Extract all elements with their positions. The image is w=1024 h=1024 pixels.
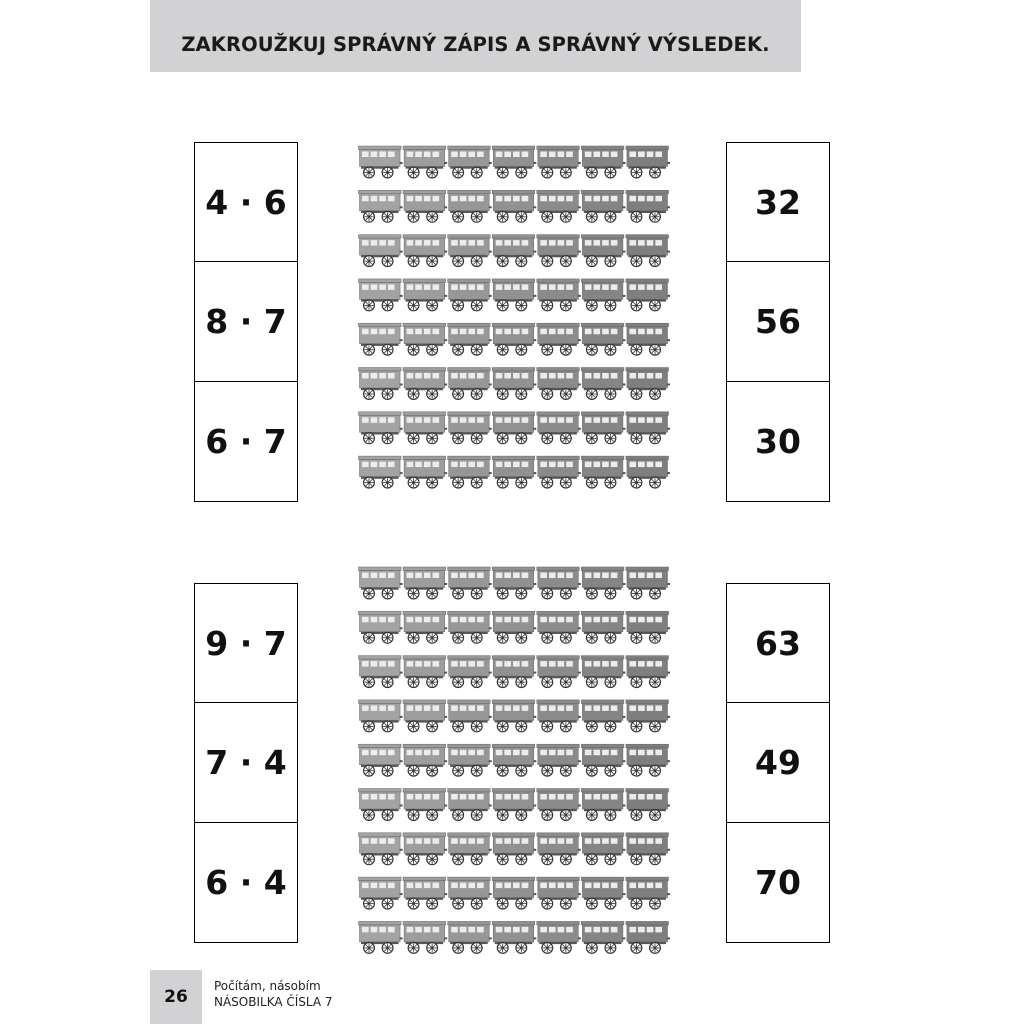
page-number: 26 (150, 970, 202, 1024)
wagon-icon (448, 611, 492, 643)
footer-info (214, 978, 333, 1010)
wagon-icon (403, 611, 447, 643)
wagon-icon (403, 190, 447, 222)
wagon-icon (359, 456, 403, 488)
wagon-icon (492, 611, 536, 643)
wagon-icon (537, 456, 581, 488)
wagon-icon (492, 456, 536, 488)
wagon-icon (626, 456, 670, 488)
wagon-icon (403, 567, 447, 599)
wagon-icon (359, 744, 403, 776)
wagon-icon (448, 323, 492, 355)
wagon-icon (626, 700, 670, 732)
wagon-icon (359, 921, 403, 953)
wagon-icon (359, 412, 403, 444)
wagon-icon (448, 656, 492, 688)
wagon-icon (403, 279, 447, 311)
wagon-icon (581, 833, 625, 865)
wagon-icon (359, 567, 403, 599)
wagon-icon (537, 190, 581, 222)
wagon-icon (492, 877, 536, 909)
wagon-icon (581, 877, 625, 909)
wagon-icon (626, 877, 670, 909)
wagon-icon (448, 700, 492, 732)
wagon-icon (492, 190, 536, 222)
wagon-icon (537, 833, 581, 865)
wagon-icon (581, 700, 625, 732)
expression-box[interactable]: 7 · 4 (194, 703, 298, 823)
wagon-icon (492, 744, 536, 776)
wagon-icon (537, 611, 581, 643)
wagon-icon (492, 146, 536, 178)
wagon-icon (581, 656, 625, 688)
wagon-icon (581, 323, 625, 355)
wagon-icon (537, 412, 581, 444)
wagon-icon (403, 744, 447, 776)
wagon-icon (581, 744, 625, 776)
wagon-icon (448, 877, 492, 909)
wagon-icon (359, 833, 403, 865)
wagon-icon (403, 789, 447, 821)
wagon-icon (359, 700, 403, 732)
wagon-icon (626, 190, 670, 222)
wagon-icon (581, 146, 625, 178)
wagon-icon (581, 368, 625, 400)
wagon-icon (626, 146, 670, 178)
expression-box[interactable]: 6 · 4 (194, 823, 298, 943)
wagon-icon (492, 789, 536, 821)
wagon-icon (359, 190, 403, 222)
wagon-icon (626, 235, 670, 267)
wagon-icon (448, 412, 492, 444)
wagon-icon (626, 412, 670, 444)
wagon-grid-2 (358, 565, 670, 963)
wagon-icon (359, 235, 403, 267)
wagon-icon (492, 700, 536, 732)
wagon-icon (403, 323, 447, 355)
result-box[interactable]: 70 (726, 823, 830, 943)
wagon-icon (537, 279, 581, 311)
result-box[interactable]: 49 (726, 703, 830, 823)
wagon-icon (537, 877, 581, 909)
wagon-icon (403, 877, 447, 909)
wagon-icon (492, 235, 536, 267)
wagon-icon (626, 368, 670, 400)
title-bar (150, 0, 801, 72)
wagon-icon (359, 611, 403, 643)
wagon-icon (448, 456, 492, 488)
wagon-icon (626, 744, 670, 776)
wagon-icon (359, 368, 403, 400)
wagon-icon (537, 146, 581, 178)
wagon-icon (626, 789, 670, 821)
wagon-icon (537, 700, 581, 732)
wagon-icon (403, 412, 447, 444)
wagon-icon (359, 789, 403, 821)
expression-box[interactable]: 8 · 7 (194, 262, 298, 382)
wagon-icon (403, 368, 447, 400)
wagon-icon (492, 279, 536, 311)
wagon-grid-1 (358, 144, 670, 498)
wagon-icon (492, 412, 536, 444)
result-box[interactable]: 32 (726, 142, 830, 262)
wagon-icon (626, 323, 670, 355)
wagon-icon (626, 611, 670, 643)
wagon-icon (359, 146, 403, 178)
wagon-icon (403, 833, 447, 865)
wagon-icon (581, 279, 625, 311)
wagon-icon (359, 323, 403, 355)
wagon-icon (403, 146, 447, 178)
wagon-icon (403, 456, 447, 488)
wagon-icon (626, 656, 670, 688)
wagon-icon (492, 323, 536, 355)
wagon-icon (581, 611, 625, 643)
wagon-icon (581, 190, 625, 222)
result-box[interactable]: 56 (726, 262, 830, 382)
wagon-icon (581, 789, 625, 821)
wagon-icon (403, 656, 447, 688)
wagon-icon (492, 833, 536, 865)
wagon-icon (581, 456, 625, 488)
wagon-icon (403, 235, 447, 267)
wagon-icon (492, 656, 536, 688)
wagon-icon (448, 368, 492, 400)
wagon-icon (537, 744, 581, 776)
wagon-icon (492, 368, 536, 400)
page-title: ZAKROUŽKUJ SPRÁVNÝ ZÁPIS A SPRÁVNÝ VÝSLEDEK. (181, 32, 770, 56)
wagon-icon (403, 700, 447, 732)
wagon-icon (448, 279, 492, 311)
section-title: NÁSOBILKA ČÍSLA 7 (214, 995, 333, 1009)
wagon-icon (403, 921, 447, 953)
wagon-icon (626, 921, 670, 953)
result-box[interactable]: 30 (726, 382, 830, 502)
wagon-icon (537, 235, 581, 267)
wagon-icon (537, 921, 581, 953)
wagon-icon (537, 656, 581, 688)
wagon-icon (448, 235, 492, 267)
wagon-icon (359, 877, 403, 909)
wagon-icon (626, 279, 670, 311)
wagon-icon (448, 146, 492, 178)
wagon-icon (537, 323, 581, 355)
wagon-icon (537, 368, 581, 400)
wagon-icon (581, 235, 625, 267)
book-title: Počítám, násobím (214, 979, 321, 993)
expression-box[interactable]: 6 · 7 (194, 382, 298, 502)
result-box[interactable]: 63 (726, 583, 830, 703)
wagon-icon (359, 279, 403, 311)
wagon-grid-svg (358, 565, 670, 964)
wagon-icon (537, 789, 581, 821)
expression-box[interactable]: 4 · 6 (194, 142, 298, 262)
wagon-icon (448, 833, 492, 865)
wagon-grid-svg (358, 144, 670, 499)
wagon-icon (448, 921, 492, 953)
wagon-icon (448, 567, 492, 599)
wagon-icon (626, 833, 670, 865)
wagon-icon (359, 656, 403, 688)
wagon-icon (626, 567, 670, 599)
wagon-icon (581, 567, 625, 599)
wagon-icon (492, 921, 536, 953)
wagon-icon (448, 789, 492, 821)
wagon-icon (581, 921, 625, 953)
expression-box[interactable]: 9 · 7 (194, 583, 298, 703)
wagon-icon (537, 567, 581, 599)
wagon-icon (448, 744, 492, 776)
wagon-icon (492, 567, 536, 599)
wagon-icon (581, 412, 625, 444)
wagon-icon (448, 190, 492, 222)
